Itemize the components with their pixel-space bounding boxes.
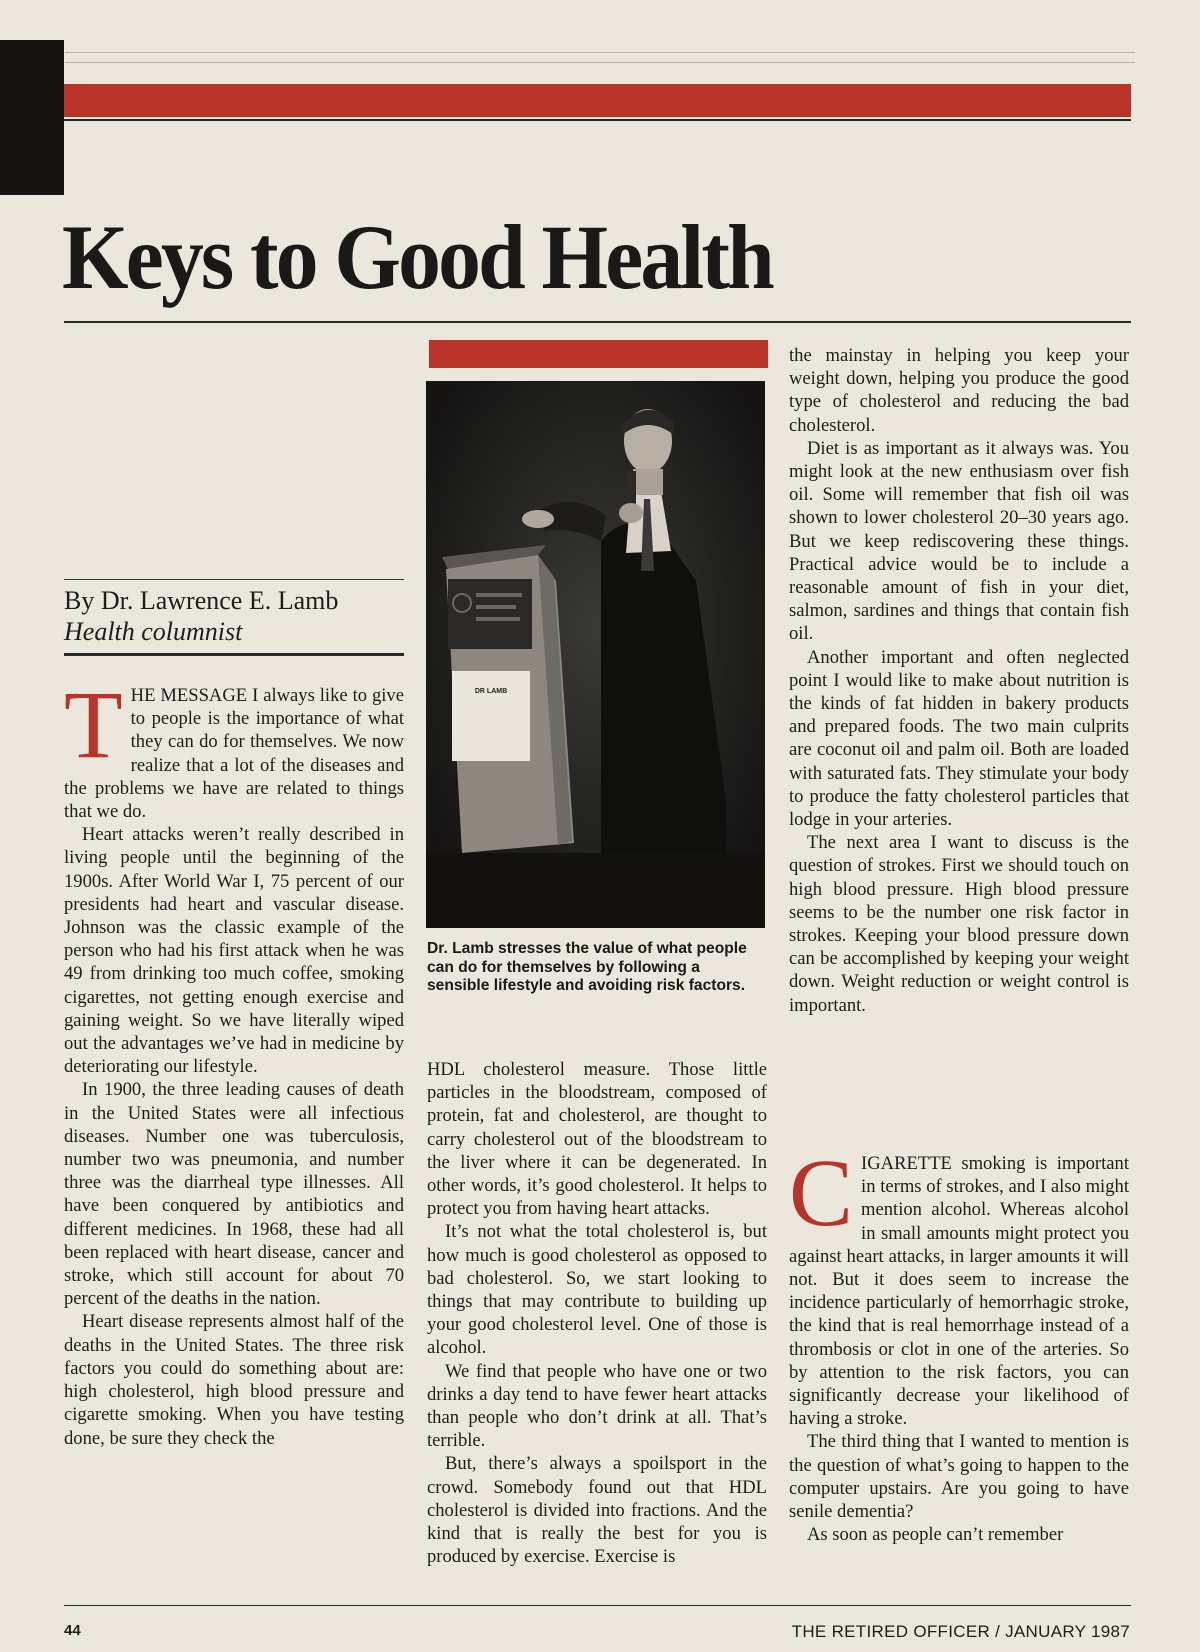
paragraph: But, there’s always a spoilsport in the crowd. Somebody found out that HDL cholesterol is divided into fractions. And the kind that is really the best for you is produced by exercise. Exercise is (427, 1453, 767, 1568)
speaker-photo (426, 381, 765, 928)
paragraph: Another important and often neglected point I would like to make about nutrition is the kinds of fat hidden in bakery products and prepared foods. The two main culprits are coconut oil and palm oil. Both are loaded with saturated fats. They stimulate your body to produce the fatty cholesterol particles that lodge in your arteries. (789, 646, 1129, 831)
black-tab-marker (0, 40, 64, 195)
header-red-band (64, 84, 1131, 117)
paragraph: the mainstay in helping you keep your weight down, helping you produce the good type of cholesterol and reducing the bad cholesterol. (789, 345, 1129, 436)
paragraph: In 1900, the three leading causes of death in the United States were all infectious diseases. Number one was tuberculosis, number two was pneumonia, and number three was the diarrheal type illnesses. All have been conquered by antibiotics and different medicines. In 1968, these had all been replaced with heart disease, cancer and stroke, which still account for about 70 percent of the deaths in the nation. (64, 1079, 404, 1310)
footer-rule (64, 1605, 1131, 1606)
header-rule (64, 119, 1131, 121)
paragraph: HDL cholesterol measure. Those little particles in the bloodstream, composed of protein, fat and cholesterol, are thought to carry cholesterol out of the bloodstream to the liver where it can be degenerated. In other words, it’s good cholesterol. It helps to protect you from having heart attacks. (427, 1059, 767, 1220)
title-rule (64, 321, 1131, 323)
top-hairline (65, 62, 1135, 63)
photo-caption: Dr. Lamb stresses the value of what people can do for themselves by following a sensible lifestyle and avoiding risk factors. (427, 940, 747, 994)
speaker-at-podium-image (426, 381, 765, 928)
paragraph: We find that people who have one or two drinks a day tend to have fewer heart attacks than people who don’t drink at all. That’s terrible. (427, 1360, 767, 1452)
paragraph: The third thing that I wanted to mention is the question of what’s going to happen to the computer upstairs. Are you going to have senile dementia? (789, 1431, 1129, 1523)
paragraph: Heart disease represents almost half of the deaths in the United States. The three risk factors you could do something about are: high cholesterol, high blood pressure and cigarette smoking. When you have testing done, be sure they check the (64, 1311, 404, 1449)
column-2 (427, 1058, 767, 1568)
publication-line: THE RETIRED OFFICER / JANUARY 1987 (791, 1622, 1130, 1641)
drop-cap: C (789, 1139, 854, 1246)
paragraph: The next area I want to discuss is the question of strokes. First we should touch on high blood pressure. High blood pressure seems to be the number one risk factor in strokes. Keeping your blood pressure down can be accomplished by keeping your weight down. Weight reduction or weight control is important. (789, 832, 1129, 1016)
top-hairline (65, 52, 1135, 53)
article-title: Keys to Good Health (62, 206, 772, 308)
byline (64, 585, 404, 647)
author-role: Health columnist (64, 617, 243, 646)
paragraph: It’s not what the total cholesterol is, but how much is good cholesterol as opposed to bad cholesterol. So, we start looking to things that may contribute to building up your good cholesterol level. One of those is alcohol. (427, 1221, 767, 1359)
column-3 (789, 344, 1129, 1017)
photo-red-band (429, 340, 768, 368)
column-3-continued (789, 1139, 1129, 1546)
byline-top-rule (64, 579, 404, 580)
podium-sign-text: DR LAMB (474, 688, 508, 695)
column-1 (64, 671, 404, 1450)
paragraph: CIGARETTE smoking is important in terms of strokes, and I also might mention alcohol. Whereas alcohol in small amounts might protect you against heart attacks, in larger amounts it will not. But it does seem to increase the incidence particularly of hemorrhagic stroke, the kind that is real hemorrhage instead of a thrombosis or clot in one of the arteries. So by attention to the risk factors, you can significantly decrease your likelihood of having a stroke. (789, 1139, 1129, 1430)
paragraph: Diet is as important as it always was. You might look at the new enthusiasm over fish oil. Some will remember that fish oil was shown to lower cholesterol 20–30 years ago. But we keep rediscovering these things. Practical advice would be to include a reasonable amount of fish in your diet, salmon, sardines and things that contain fish oil. (789, 437, 1129, 645)
byline-bottom-rule (64, 653, 404, 656)
paragraph: Heart attacks weren’t really described in living people until the beginning of the 1900s. After World War I, 75 percent of our presidents had heart and vascular disease. Johnson was the classic example of the person who had his first attack when he was 49 from drinking too much coffee, smoking cigarettes, not getting enough exercise and gaining weight. So we have literally wiped out the advantages we’ve had in medicine by deteriorating our lifestyle. (64, 824, 404, 1078)
paragraph: As soon as people can’t remember (807, 1524, 1064, 1546)
paragraph: THE MESSAGE I always like to give to people is the importance of what they can do for themselves. We now realize that a lot of the diseases and the problems we have are related to things that we do. (64, 671, 404, 823)
author-name: By Dr. Lawrence E. Lamb (64, 586, 339, 615)
page-number: 44 (64, 1622, 81, 1639)
drop-cap: T (64, 671, 123, 778)
